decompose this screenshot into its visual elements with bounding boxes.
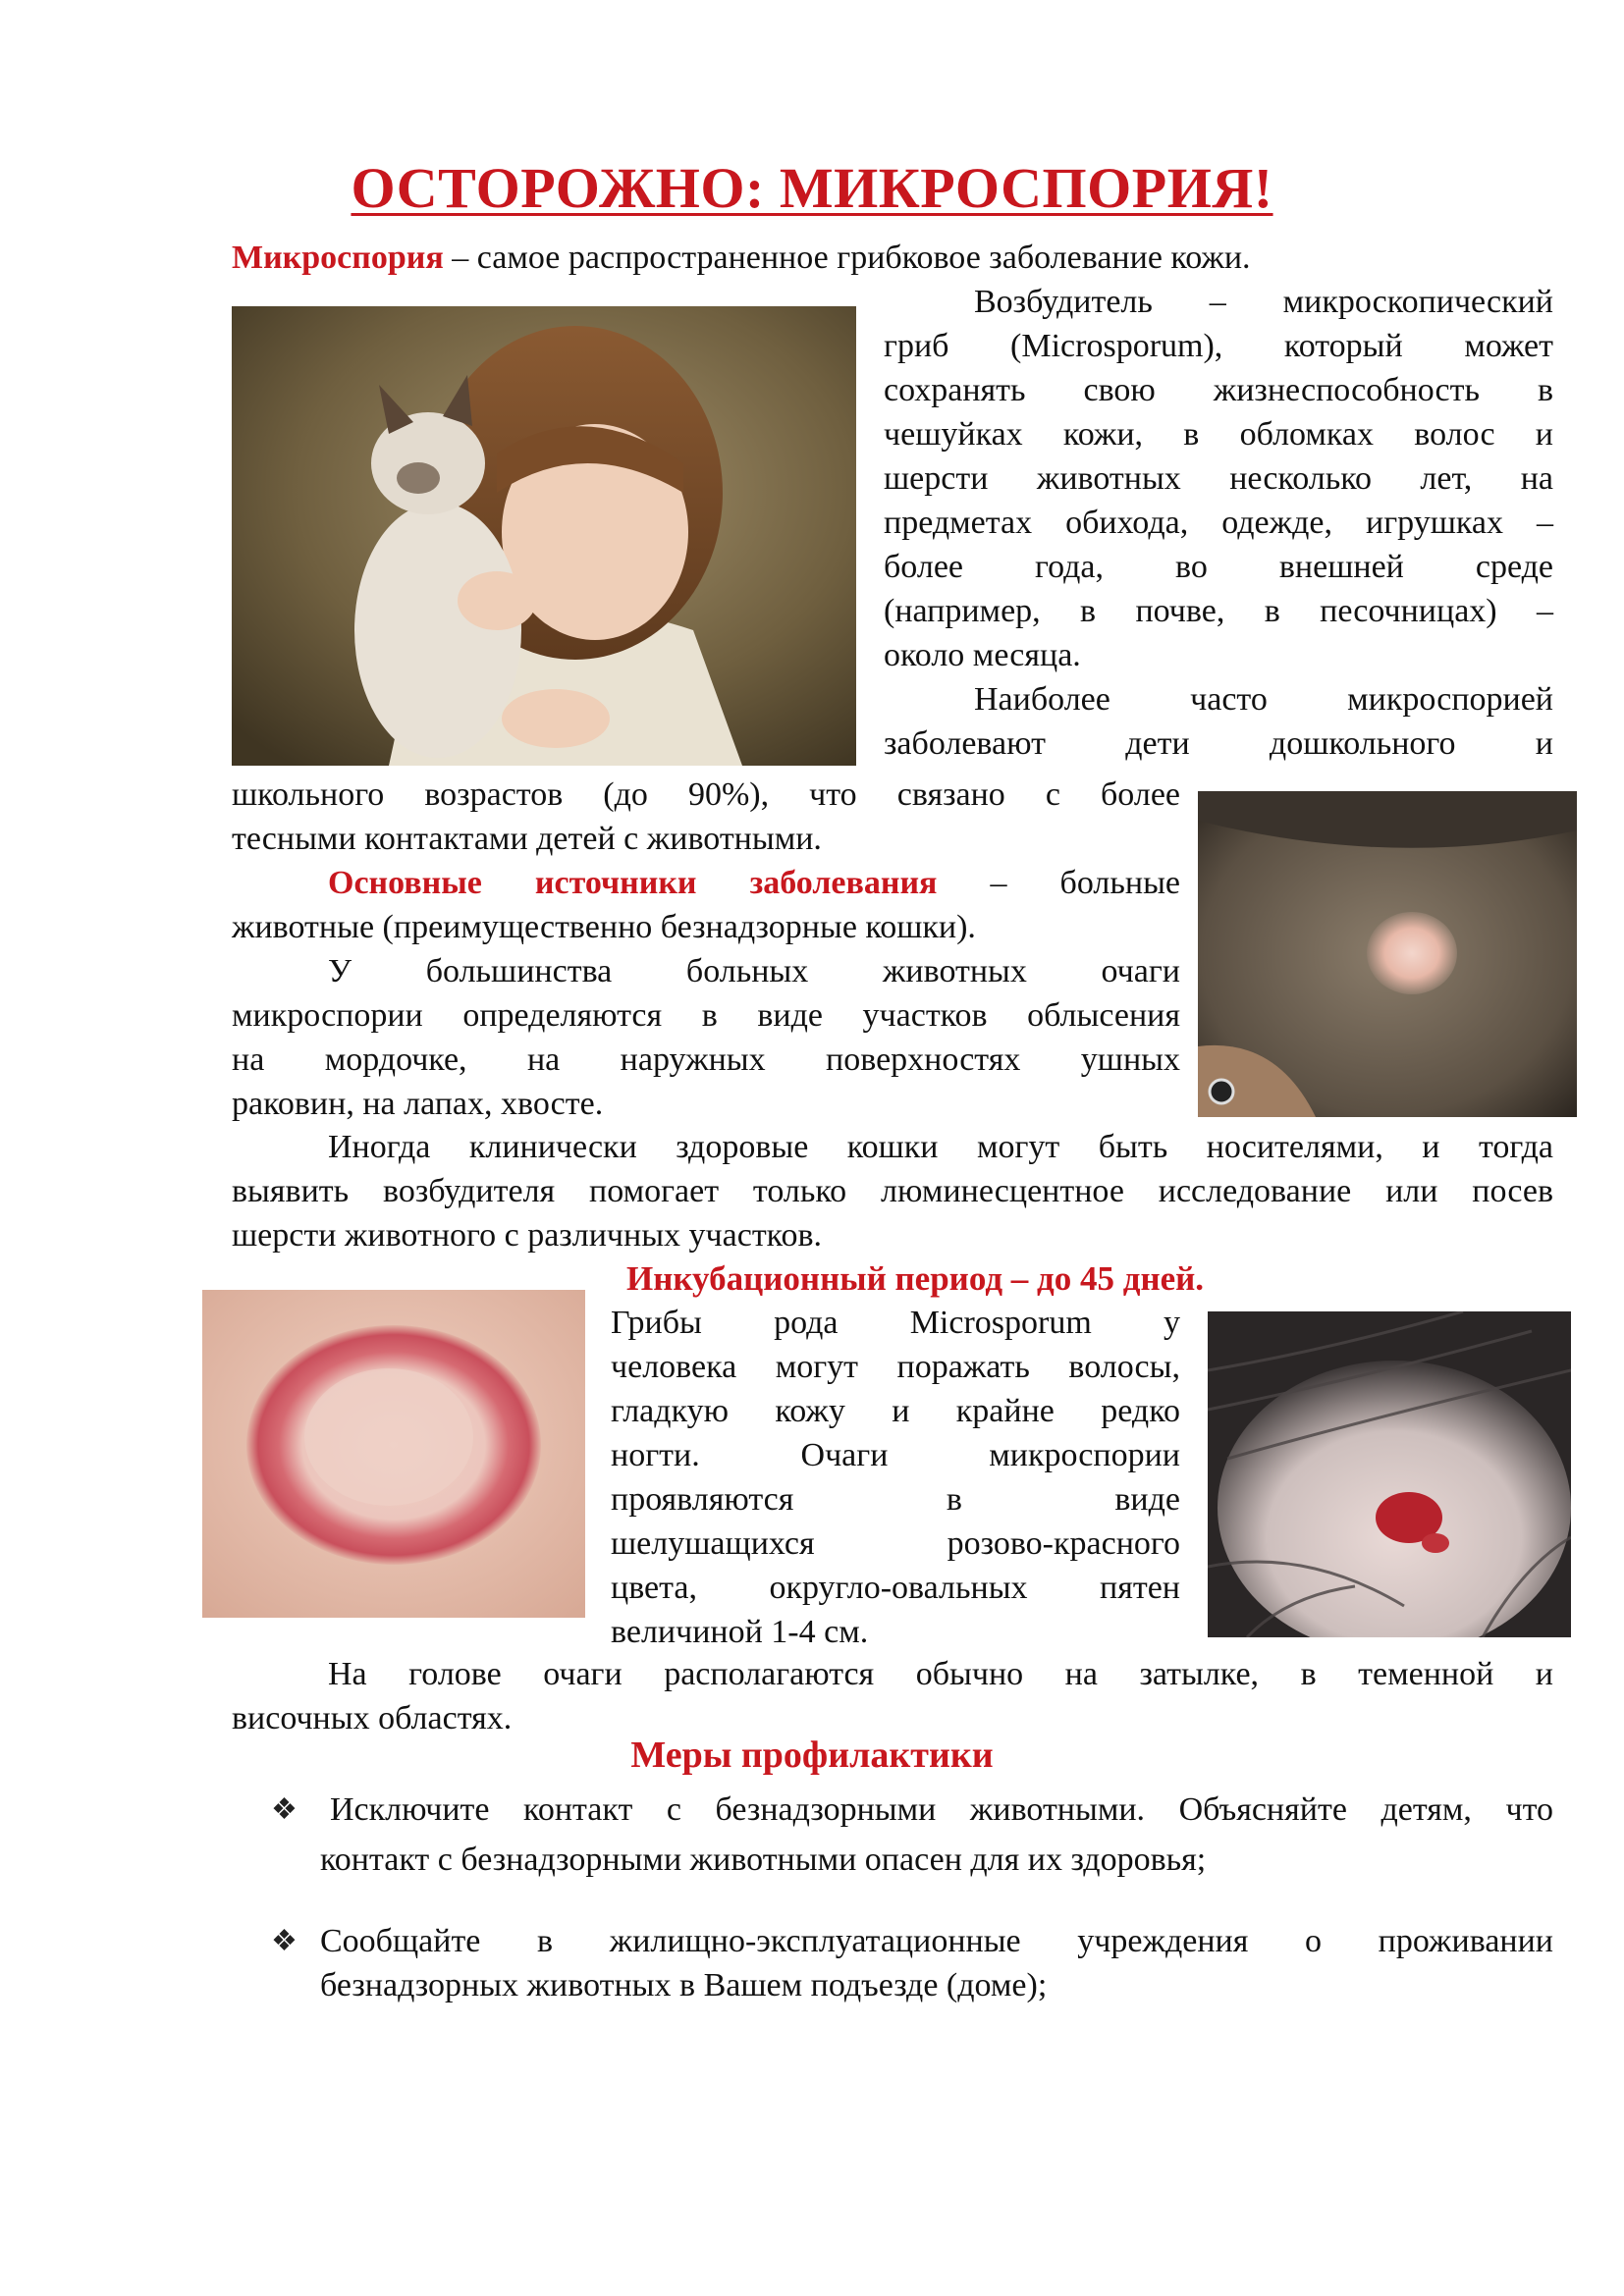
text-line: ногти. Очаги микроспории [611,1437,1180,1473]
animal-lesions-paragraph [232,949,1180,1126]
text-line: школьного возрастов (до 90%), что связано с более [232,776,1180,813]
text-line: (например, в почве, в песочницах) – [884,593,1553,629]
text-line: на мордочке, на наружных поверхностях ушных [232,1041,1180,1078]
text-line: контакт с безнадзорными животными опасен для их здоровья; [320,1842,1207,1878]
text-line: микроспории определяются в виде участков облысения [232,997,1180,1034]
text-line: безнадзорных животных в Вашем подъезде (доме); [320,1967,1048,2003]
text-line: чешуйках кожи, в обломках волос и [884,416,1553,453]
incubation-heading: Инкубационный период – до 45 дней. [626,1259,1205,1298]
text-line: тесными контактами детей с животными. [232,821,822,857]
text-line: величиной 1-4 см. [611,1614,869,1650]
text-line: более года, во внешней среде [884,549,1553,585]
text-line: Иногда клинически здоровые кошки могут быть носителями, и тогда [328,1129,1553,1165]
text-line: сохранять свою жизнеспособность в [884,372,1553,408]
prevention-item [320,1919,1553,2007]
head-lesions-paragraph [232,1652,1553,1740]
sources-term: Основные источники заболевания [328,865,938,901]
text-line: животные (преимущественно безнадзорные кошки). [232,909,976,945]
text-line: выявить возбудителя помогает только люминесцентное исследование или посев [232,1173,1553,1209]
text-line: височных областях. [232,1700,513,1736]
human-lesions-paragraph [611,1301,1180,1654]
text-line: На голове очаги располагаются обычно на затылке, в теменной и [328,1656,1553,1692]
prevention-item [320,1788,1553,1882]
bullet-diamond-icon: ❖ [271,1793,298,1826]
girl-with-cat-photo [232,306,856,766]
intro-term: Микроспория [232,240,444,276]
text-line: Сообщайте в жилищно-эксплуатационные учреждения о проживании [320,1923,1553,1959]
page-title: ОСТОРОЖНО: МИКРОСПОРИЯ! [351,156,1273,220]
prevention-heading: Меры профилактики [630,1735,994,1776]
text-line: гладкую кожу и крайне редко [611,1393,1180,1429]
sources-rest: – больные [937,865,1180,901]
sources-paragraph [232,861,1180,949]
text-line: человека могут поражать волосы, [611,1349,1180,1385]
bullet-diamond-icon: ❖ [271,1925,298,1957]
text-line: заболевают дети дошкольного и [884,725,1553,762]
text-line: гриб (Microsporum), который может [884,328,1553,364]
text-line: цвета, округло-овальных пятен [611,1570,1180,1606]
pathogen-paragraph [884,280,1553,766]
text-line: Возбудитель – микроскопический [974,284,1553,320]
skin-lesion-photo [202,1290,585,1618]
intro-line [232,236,1251,280]
carriers-paragraph [232,1125,1553,1257]
text-line: предметах обихода, одежде, игрушках – [884,505,1553,541]
text-line: шерсти животного с различных участков. [232,1217,823,1254]
text-line: У большинства больных животных очаги [328,953,1180,989]
text-line: около месяца. [884,637,1081,673]
text-line: Наиболее часто микроспорией [974,681,1553,718]
text-line: шерсти животных несколько лет, на [884,460,1553,497]
children-paragraph [232,773,1180,861]
text-line: шелушащихся розово-красного [611,1525,1180,1562]
sources-line [232,861,1180,905]
cat-fur-lesion-photo [1198,791,1577,1117]
text-line: Исключите контакт с безнадзорными животными. Объясняйте детям, что [330,1791,1553,1828]
text-line: проявляются в виде [611,1481,1180,1518]
scalp-lesion-photo [1208,1311,1571,1637]
intro-rest: – самое распространенное грибковое заболевание кожи. [443,240,1251,276]
text-line: Грибы рода Microsporum у [611,1305,1180,1341]
text-line: раковин, на лапах, хвосте. [232,1086,604,1122]
